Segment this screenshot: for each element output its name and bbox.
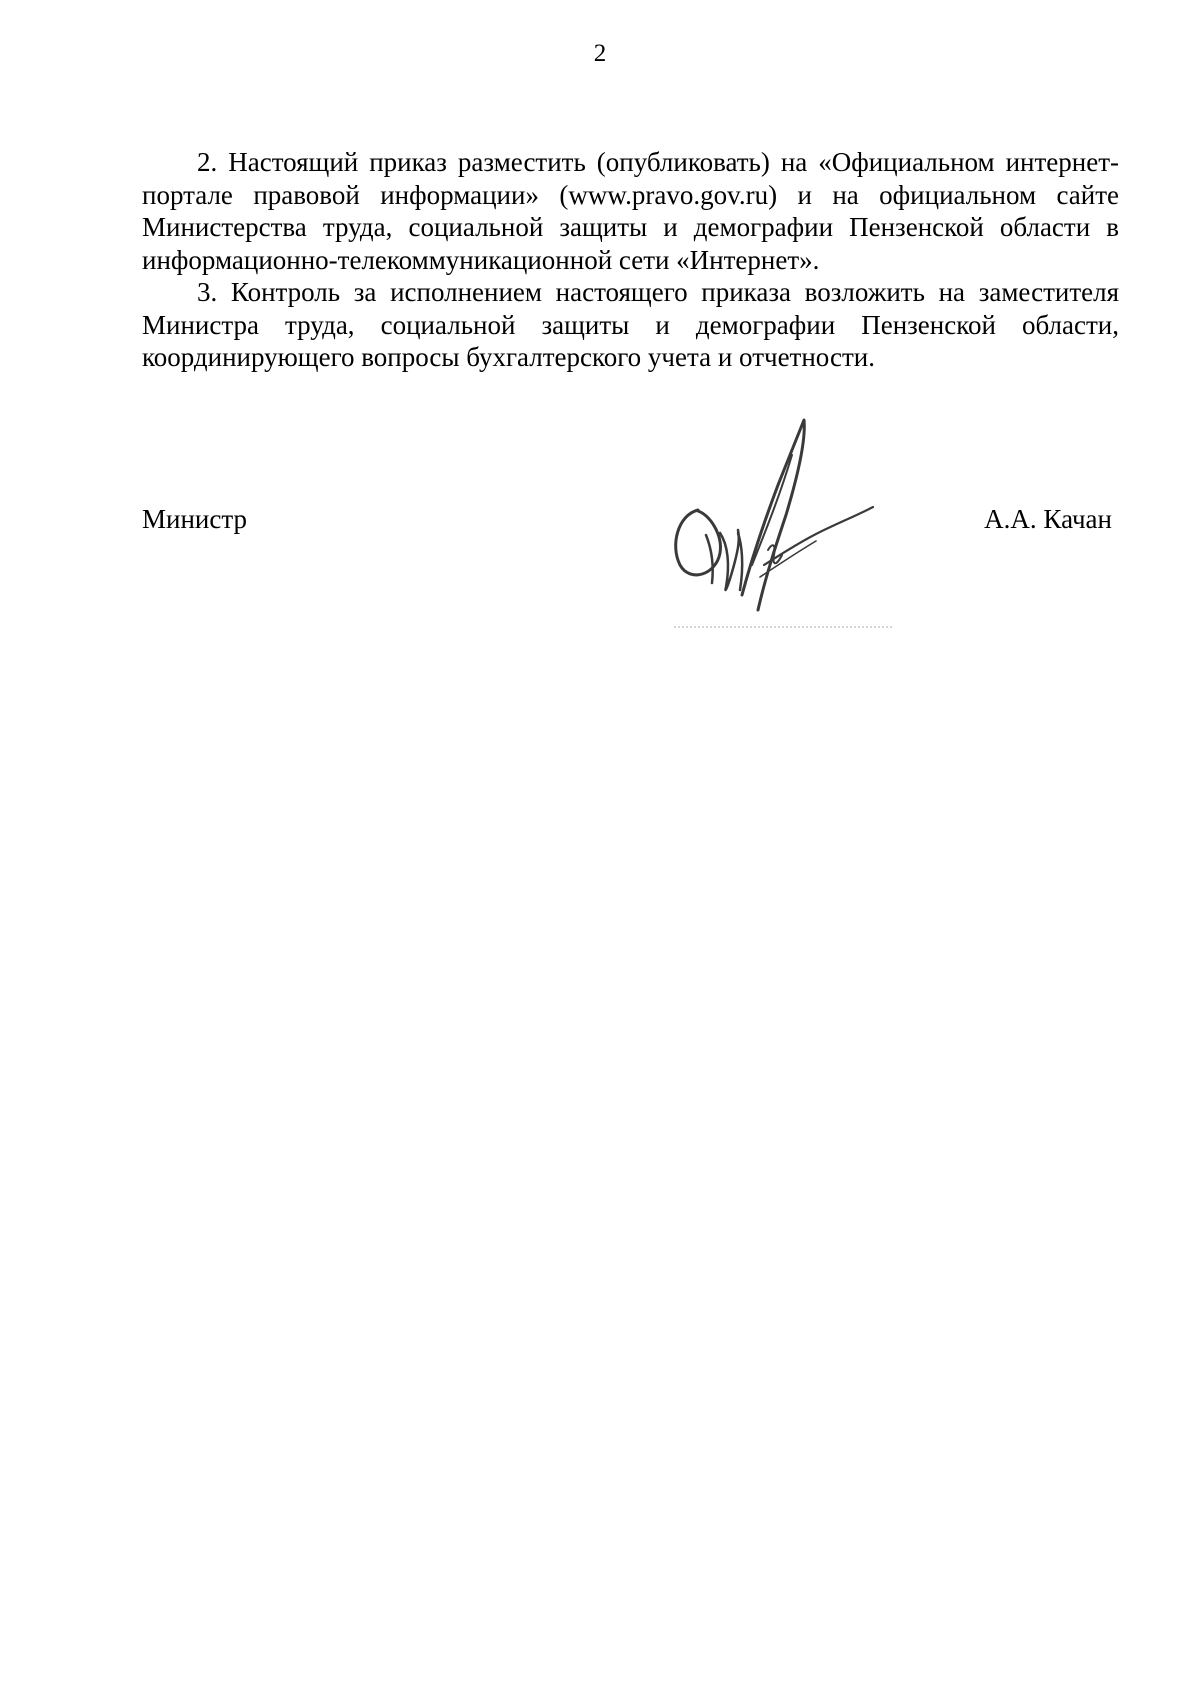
signature-block	[142, 503, 1119, 543]
signer-name: А.А. Качан	[984, 504, 1112, 534]
paragraph-2: 2. Настоящий приказ разместить (опубликовать) на «Официальном интернет-портале правовой информации» (www.pravo.gov.ru) и на официальном сайте Министерства труда, социальной защиты и демографии Пензенской области в информационно-телекоммуникационной сети «Интернет».	[142, 147, 1119, 275]
document-body	[142, 146, 1119, 374]
signature-icon	[668, 415, 898, 635]
paragraph-3: 3. Контроль за исполнением настоящего приказа возложить на заместителя Министра труда, социальной защиты и демографии Пензенской области, координирующего вопросы бухгалтерского учета и отчетности.	[142, 277, 1119, 372]
signer-title: Министр	[142, 504, 247, 534]
page-number: 2	[593, 40, 607, 67]
